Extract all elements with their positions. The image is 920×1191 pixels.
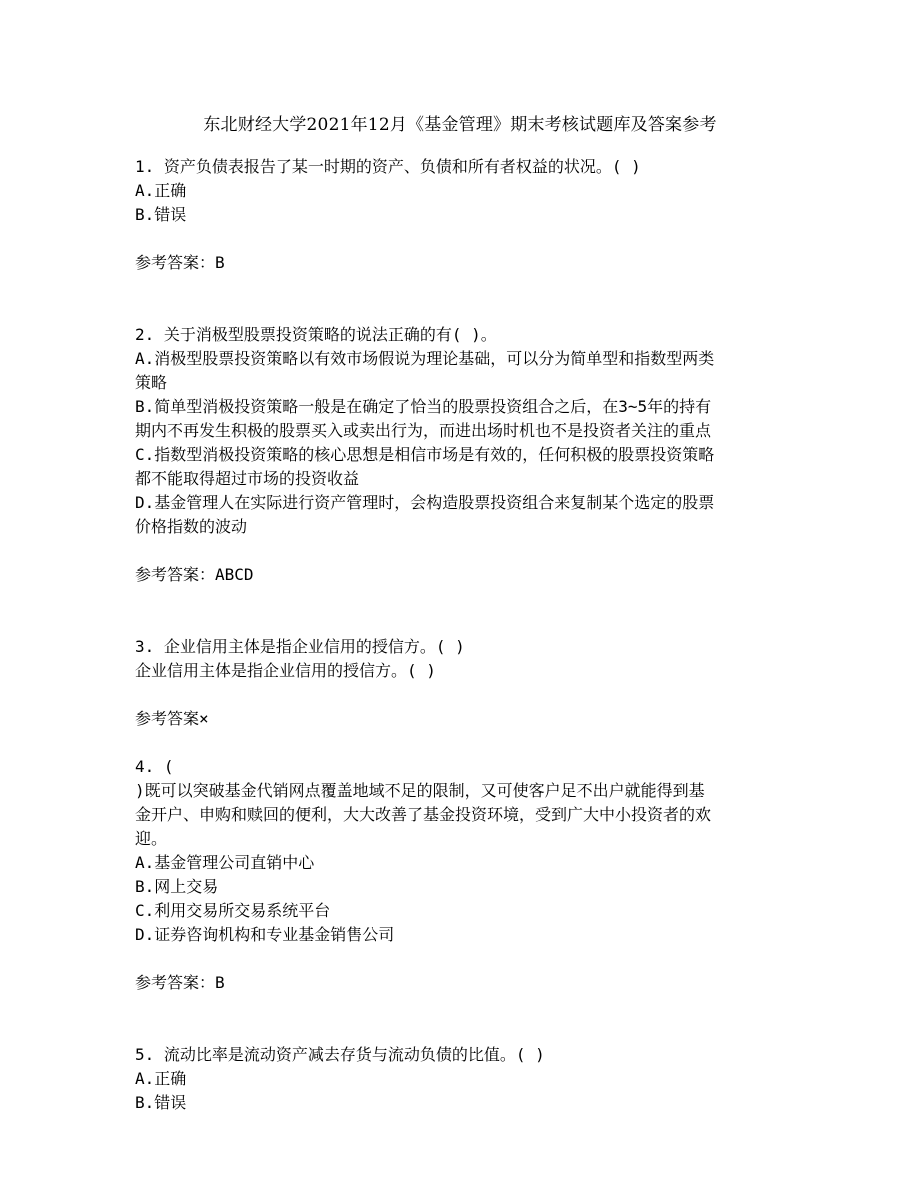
option-line: D.基金管理人在实际进行资产管理时，会构造股票投资组合来复制某个选定的股票 [135,493,715,512]
option-line: )既可以突破基金代销网点覆盖地域不足的限制，又可使客户足不出户就能得到基 [135,781,705,800]
option-line: 迎。 [135,829,168,848]
option-line: C.指数型消极投资策略的核心思想是相信市场是有效的，任何积极的股票投资策略 [135,445,715,464]
question-stem: 5. 流动比率是流动资产减去存货与流动负债的比值。( ) [135,1045,545,1064]
question-4 [135,755,795,995]
spacer [135,995,795,1043]
question-stem: 1. 资产负债表报告了某一时期的资产、负债和所有者权益的状况。( ) [135,157,641,176]
question-stem: 4. ( [135,757,174,776]
answer-line: 参考答案：B [135,973,225,992]
spacer [135,275,795,323]
question-1 [135,155,795,275]
option-line: 企业信用主体是指企业信用的授信方。( ) [135,661,436,680]
answer-line: 参考答案：B [135,253,225,272]
answer-line: 参考答案：ABCD [135,565,254,584]
answer-line: 参考答案× [135,709,209,728]
spacer [135,587,795,635]
question-stem: 2. 关于消极型股票投资策略的说法正确的有( )。 [135,325,497,344]
option-line: A.正确 [135,181,187,200]
question-2 [135,323,795,587]
option-line: D.证券咨询机构和专业基金销售公司 [135,925,395,944]
document-title: 东北财经大学2021年12月《基金管理》期末考核试题库及答案参考 [203,115,717,135]
option-line: B.简单型消极投资策略一般是在确定了恰当的股票投资组合之后，在3~5年的持有 [135,397,712,416]
option-line: 都不能取得超过市场的投资收益 [135,469,360,488]
option-line: A.消极型股票投资策略以有效市场假说为理论基础，可以分为简单型和指数型两类 [135,349,715,368]
question-stem: 3. 企业信用主体是指企业信用的授信方。( ) [135,637,465,656]
option-line: B.错误 [135,205,187,224]
option-line: C.利用交易所交易系统平台 [135,901,331,920]
option-line: 金开户、申购和赎回的便利，大大改善了基金投资环境，受到广大中小投资者的欢 [135,805,712,824]
option-line: A.基金管理公司直销中心 [135,853,315,872]
question-list [135,155,795,1115]
option-line: 期内不再发生积极的股票买入或卖出行为，而进出场时机也不是投资者关注的重点 [135,421,712,440]
spacer [135,731,795,755]
option-line: 价格指数的波动 [135,517,248,536]
question-5 [135,1043,795,1115]
question-3 [135,635,795,731]
option-line: 策略 [135,373,168,392]
option-line: B.错误 [135,1093,187,1112]
option-line: B.网上交易 [135,877,219,896]
option-line: A.正确 [135,1069,187,1088]
